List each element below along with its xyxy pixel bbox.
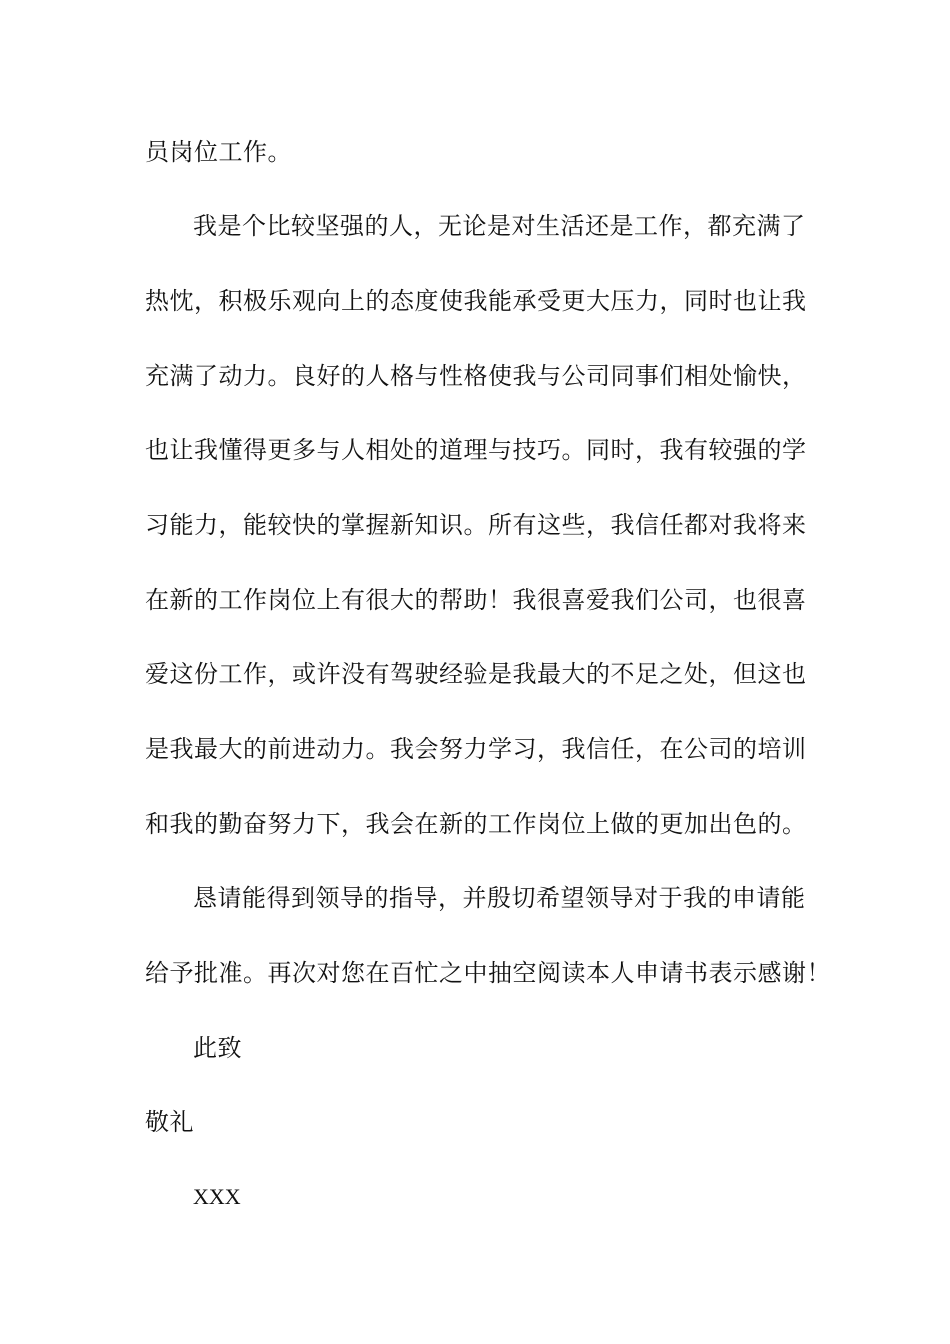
paragraph-line: 也让我懂得更多与人相处的道理与技巧。同时，我有较强的学 [145,436,807,464]
closing-salutation: 此致 [193,1034,242,1062]
signature-name: XXX [193,1184,241,1209]
paragraph-line: 是我最大的前进动力。我会努力学习，我信任，在公司的培训 [145,735,807,763]
paragraph-line: 恳请能得到领导的指导，并殷切希望领导对于我的申请能 [193,884,806,912]
paragraph-line: 习能力，能较快的掌握新知识。所有这些，我信任都对我将来 [145,511,807,539]
body-line-1: 员岗位工作。 [145,138,292,166]
paragraph-line: 给予批准。再次对您在百忙之中抽空阅读本人申请书表示感谢！ [145,959,831,987]
closing-regards: 敬礼 [145,1108,194,1136]
paragraph-line: 和我的勤奋努力下，我会在新的工作岗位上做的更加出色的。 [145,810,807,838]
paragraph-line: 热忱，积极乐观向上的态度使我能承受更大压力，同时也让我 [145,287,807,315]
paragraph-line: 在新的工作岗位上有很大的帮助！我很喜爱我们公司，也很喜 [145,586,807,614]
paragraph-line: 我是个比较坚强的人，无论是对生活还是工作，都充满了 [193,212,806,240]
paragraph-line: 充满了动力。良好的人格与性格使我与公司同事们相处愉快， [145,362,807,390]
paragraph-line: 爱这份工作，或许没有驾驶经验是我最大的不足之处，但这也 [145,660,807,688]
